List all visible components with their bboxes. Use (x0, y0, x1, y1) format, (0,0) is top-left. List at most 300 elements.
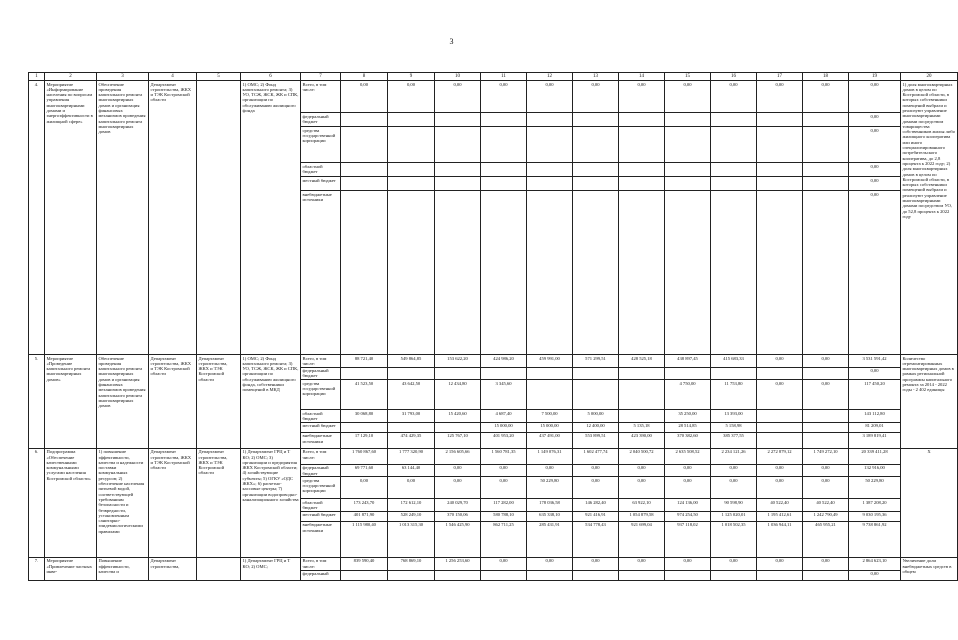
funding-value (619, 113, 665, 127)
funding-source: областной бюджет (301, 410, 341, 423)
funding-source: внебюджетные источники (301, 521, 341, 557)
funding-value: 553 899,51 (573, 432, 619, 448)
funding-value: 285 431,91 (527, 521, 573, 557)
funding-value: 1 560 781,35 (481, 448, 527, 464)
funding-value (341, 177, 388, 191)
funding-value (388, 570, 435, 580)
funding-value: 0,00 (757, 81, 803, 113)
funding-source: средства государственной корпорации (301, 127, 341, 163)
funding-value: 415 683,33 (711, 355, 757, 368)
funding-value: 580 788,10 (481, 511, 527, 521)
funding-value: 423 390,00 (619, 432, 665, 448)
funding-value: 862 711,25 (481, 521, 527, 557)
funding-source: областной бюджет (301, 163, 341, 177)
funding-value: 0,00 (757, 464, 803, 477)
responsible-executor: Департамент строительства, ЖКХ и ТЭК Костромской области (149, 355, 197, 449)
funding-value: 0,00 (573, 81, 619, 113)
funding-source: Всего, в том числе: (301, 448, 341, 464)
funding-value (527, 191, 573, 355)
funding-value: 1 256 253,60 (435, 557, 481, 570)
funding-value: 635 338,10 (527, 511, 573, 521)
row-number: 5. (29, 355, 45, 449)
funding-value: 465 955,21 (803, 521, 849, 557)
funding-value (388, 422, 435, 432)
column-number: 10 (435, 73, 481, 81)
funding-value: 1 749 272,10 (803, 448, 849, 464)
funding-value (757, 177, 803, 191)
funding-value: 370 150,06 (435, 511, 481, 521)
funding-value: 1 387 208,20 (849, 499, 901, 512)
funding-value (757, 113, 803, 127)
funding-value: 0,00 (849, 191, 901, 355)
participants: 1) ОМС; 2) Фонд капитального ремонта; 3) УО, ТСЖ, ЖСК, ЖК и СПК, организации по обслуживанию жилищного фонда, собственники помещений в МКД (241, 355, 301, 449)
funding-value: 0,00 (527, 557, 573, 570)
funding-source: Всего, в том числе: (301, 81, 341, 113)
funding-value: 0,00 (757, 380, 803, 410)
funding-value: 0,00 (665, 81, 711, 113)
funding-value: 173 243,70 (341, 499, 388, 512)
funding-value (757, 127, 803, 163)
funding-value: 9 738 861,92 (849, 521, 901, 557)
funding-value: 35 250,00 (665, 410, 711, 423)
funding-value: 3 531 591,42 (849, 355, 901, 368)
funding-source: Всего, в том числе: (301, 355, 341, 368)
funding-value (527, 367, 573, 380)
funding-value: 428 525,18 (619, 355, 665, 368)
column-number: 12 (527, 73, 573, 81)
funding-value: 12 400,00 (573, 422, 619, 432)
funding-source: местный бюджет (301, 511, 341, 521)
funding-value (573, 127, 619, 163)
funding-value (803, 570, 849, 580)
funding-value (435, 422, 481, 432)
co-executor (197, 81, 241, 355)
funding-value (665, 177, 711, 191)
column-number: 5 (197, 73, 241, 81)
funding-value: 437 491,00 (527, 432, 573, 448)
funding-value: 0,00 (711, 464, 757, 477)
funding-value: 370 382,60 (665, 432, 711, 448)
funding-value: 0,00 (849, 570, 901, 580)
funding-value (757, 191, 803, 355)
column-number: 20 (901, 73, 958, 81)
funding-value: 2 156 605,66 (435, 448, 481, 464)
funding-value: 5 135,18 (619, 422, 665, 432)
funding-source: областной бюджет (301, 499, 341, 512)
funding-value (665, 570, 711, 580)
funding-value (481, 570, 527, 580)
funding-value: 5 000,00 (573, 410, 619, 423)
funding-value: 9 030 195,36 (849, 511, 901, 521)
table-row (29, 355, 958, 368)
column-number: 13 (573, 73, 619, 81)
funding-value (573, 191, 619, 355)
funding-value (803, 163, 849, 177)
column-number: 17 (757, 73, 803, 81)
funding-value: 0,00 (665, 477, 711, 499)
funding-value: 0,00 (849, 81, 901, 113)
funding-value (573, 367, 619, 380)
funding-value: 1 149 076,31 (527, 448, 573, 464)
funding-value (711, 191, 757, 355)
funding-value (665, 367, 711, 380)
funding-value: 40 522,40 (803, 499, 849, 512)
event-name: Мероприятие «Проведение капитального ремонта многоквартирных домов» (45, 355, 97, 449)
funding-value: 1 054 879,58 (619, 511, 665, 521)
column-number: 14 (619, 73, 665, 81)
funding-value: 1 115 980,40 (341, 521, 388, 557)
funding-value: 117 450,20 (849, 380, 901, 410)
funding-value (573, 163, 619, 177)
row-number: 4. (29, 81, 45, 355)
funding-value: 401 871,90 (341, 511, 388, 521)
funding-value (388, 177, 435, 191)
funding-source: федеральный бюджет (301, 464, 341, 477)
funding-value: 12 434,80 (435, 380, 481, 410)
funding-value (757, 410, 803, 423)
participants: 1) Департамент ГРЦ и Т КО; 2) ОМС; 3) организации и предприятия ЖКХ Костромской области; 4) хозяйствующие субъекты; 5) ОГКУ «ОДС ЖКХ»; 6) расчетно-кассовые центры; 7) организации водопроводно-канализационного хозяйства (241, 448, 301, 557)
column-number: 8 (341, 73, 388, 81)
funding-value: 132 916,00 (849, 464, 901, 477)
funding-value (803, 127, 849, 163)
funding-value (757, 163, 803, 177)
funding-value: 459 991,00 (527, 355, 573, 368)
funding-value: 143 112,80 (849, 410, 901, 423)
funding-value (388, 191, 435, 355)
funding-value (711, 163, 757, 177)
funding-value: 146 282,40 (573, 499, 619, 512)
funding-value: 20 339 411,28 (849, 448, 901, 464)
funding-value: 5 158,98 (711, 422, 757, 432)
funding-value (481, 113, 527, 127)
funding-value: 0,00 (527, 81, 573, 113)
table-row (29, 557, 958, 570)
participants: 1) Департамент ГРЦ и Т КО; 2) ОМС; (241, 557, 301, 580)
funding-value: 768 869,10 (388, 557, 435, 570)
funding-value (481, 127, 527, 163)
column-number: 11 (481, 73, 527, 81)
funding-value (527, 380, 573, 410)
funding-source: средства государственной корпорации (301, 380, 341, 410)
funding-value: 424 986,20 (481, 355, 527, 368)
funding-value: 0,00 (803, 355, 849, 368)
funding-value: 81 209,01 (849, 422, 901, 432)
funding-value: 1 018 502,35 (711, 521, 757, 557)
funding-value: 0,00 (803, 557, 849, 570)
funding-value: 0,00 (757, 355, 803, 368)
funding-value: 153 622,20 (435, 355, 481, 368)
funding-value: 528 249,10 (388, 511, 435, 521)
funding-value (757, 367, 803, 380)
column-number: 19 (849, 73, 901, 81)
funding-value: 839 590,40 (341, 557, 388, 570)
funding-value: 0,00 (573, 464, 619, 477)
funding-value: 1 125 020,01 (711, 511, 757, 521)
funding-source: местный бюджет (301, 177, 341, 191)
funding-value: 0,00 (388, 477, 435, 499)
funding-value (619, 177, 665, 191)
funding-value: 125 767,10 (435, 432, 481, 448)
funding-value: 401 953,20 (481, 432, 527, 448)
funding-value (711, 127, 757, 163)
funding-value: 0,00 (481, 464, 527, 477)
co-executor: Департамент строительства, ЖКХ и ТЭК Костромской области (197, 355, 241, 449)
event-goal: Повышение эффективности, качества и (97, 557, 149, 580)
funding-value (711, 113, 757, 127)
funding-value: 15 420,60 (435, 410, 481, 423)
funding-value (711, 570, 757, 580)
funding-value: 69 771,60 (341, 464, 388, 477)
funding-value (527, 570, 573, 580)
funding-value: 7 500,00 (527, 410, 573, 423)
funding-value: 0,00 (711, 477, 757, 499)
funding-value: 117 282,00 (481, 499, 527, 512)
funding-value: 1 242 790,49 (803, 511, 849, 521)
funding-value (573, 113, 619, 127)
expected-result: Х (901, 448, 958, 557)
funding-value: 937 118,02 (665, 521, 711, 557)
funding-value (665, 113, 711, 127)
funding-value: 3 345,60 (481, 380, 527, 410)
funding-value: 0,00 (849, 127, 901, 163)
funding-value: 0,00 (619, 464, 665, 477)
funding-value: 0,00 (341, 477, 388, 499)
funding-value: 31 793,00 (388, 410, 435, 423)
funding-value: 0,00 (711, 557, 757, 570)
funding-value: 1 777 320,90 (388, 448, 435, 464)
funding-value: 0,00 (573, 477, 619, 499)
funding-value (341, 570, 388, 580)
responsible-executor: Департамент строительства, ЖКХ и ТЭК Костромской области (149, 448, 197, 557)
funding-value (619, 191, 665, 355)
funding-value: 0,00 (665, 464, 711, 477)
funding-value: 1 602 477,74 (573, 448, 619, 464)
funding-value: 2 272 879,12 (757, 448, 803, 464)
funding-value (341, 367, 388, 380)
funding-value: 0,00 (757, 557, 803, 570)
funding-value (619, 127, 665, 163)
funding-value (388, 127, 435, 163)
funding-value: 2 864 623,10 (849, 557, 901, 570)
funding-value: 2 234 121,26 (711, 448, 757, 464)
event-goal: Обеспечение проведения капитального ремонта многоквартирных домов и организация финансовых механизмов проведения капитального ремонта многоквартирных домов (97, 81, 149, 355)
funding-source: внебюджетные источники (301, 432, 341, 448)
funding-value: 88 721,40 (341, 355, 388, 368)
funding-value: 63 144,40 (388, 464, 435, 477)
funding-source: средства государственной корпорации (301, 477, 341, 499)
funding-value: 0,00 (803, 81, 849, 113)
event-name: Подпрограмма «Обеспечение качественными коммунальными услугами населения Костромской области» (45, 448, 97, 557)
funding-value (757, 422, 803, 432)
expected-result: Увеличение доли внебюджетных средств в общем (901, 557, 958, 580)
funding-value (388, 113, 435, 127)
event-goal: 1) повышение эффективности, качества и надежности поставки коммунальных ресурсов; 2) обеспечение населения питьевой водой, соответствующей требованиям безопасности и безвредности, установленным санитарно-эпидемиологическими правилами (97, 448, 149, 557)
funding-value (803, 113, 849, 127)
funding-value (527, 163, 573, 177)
funding-value: 0,00 (619, 81, 665, 113)
column-number: 3 (97, 73, 149, 81)
funding-value: 17 129,10 (341, 432, 388, 448)
funding-value (388, 367, 435, 380)
funding-value: 0,00 (619, 557, 665, 570)
funding-value: 0,00 (435, 81, 481, 113)
funding-value: 0,00 (757, 477, 803, 499)
funding-value (435, 113, 481, 127)
funding-value (435, 570, 481, 580)
funding-value: 534 778,43 (573, 521, 619, 557)
funding-value: 0,00 (527, 464, 573, 477)
funding-value (527, 127, 573, 163)
event-name: Мероприятие «Привлечение частных инве- (45, 557, 97, 580)
event-goal: Обеспечение проведения капитального ремонта многоквартирных домов и организация финансовых механизмов проведения капитального ремонта многоквартирных домов (97, 355, 149, 449)
funding-value (619, 367, 665, 380)
funding-source: федеральный бюджет (301, 113, 341, 127)
funding-value (341, 127, 388, 163)
funding-value: 50 229,80 (527, 477, 573, 499)
funding-value: 974 254,50 (665, 511, 711, 521)
page-number: 3 (449, 37, 454, 46)
funding-value: 0,00 (481, 477, 527, 499)
responsible-executor: Департамент строительства, (149, 557, 197, 580)
funding-value (803, 367, 849, 380)
funding-source: внебюджетные источники (301, 191, 341, 355)
funding-value (481, 163, 527, 177)
funding-source: федеральный (301, 570, 341, 580)
funding-source: местный бюджет (301, 422, 341, 432)
column-number: 18 (803, 73, 849, 81)
funding-value: 0,00 (388, 81, 435, 113)
funding-value (435, 191, 481, 355)
funding-value: 0,00 (803, 477, 849, 499)
funding-value: 0,00 (803, 380, 849, 410)
funding-value (435, 367, 481, 380)
funding-value (341, 422, 388, 432)
funding-value (711, 367, 757, 380)
funding-value (435, 127, 481, 163)
funding-value: 30 068,80 (341, 410, 388, 423)
funding-value: 1 013 315,30 (388, 521, 435, 557)
column-number: 2 (45, 73, 97, 81)
funding-value (527, 113, 573, 127)
funding-source: федеральный бюджет (301, 367, 341, 380)
funding-value (573, 177, 619, 191)
funding-value: 4 750,00 (665, 380, 711, 410)
funding-value: 0,00 (619, 477, 665, 499)
funding-value: 0,00 (341, 81, 388, 113)
funding-value: 40 522,40 (757, 499, 803, 512)
funding-value (803, 432, 849, 448)
funding-value: 240 029,70 (435, 499, 481, 512)
funding-value (665, 191, 711, 355)
funding-value: 0,00 (665, 557, 711, 570)
funding-value (757, 570, 803, 580)
funding-value: 28 514,85 (665, 422, 711, 432)
funding-value: 50 229,80 (849, 477, 901, 499)
funding-value: 1 195 412,61 (757, 511, 803, 521)
funding-value (388, 163, 435, 177)
funding-value: 0,00 (435, 477, 481, 499)
funding-value: 0,00 (481, 81, 527, 113)
funding-value (435, 177, 481, 191)
funding-value: 571 299,51 (573, 355, 619, 368)
funding-value: 63 922,10 (619, 499, 665, 512)
funding-value: 0,00 (803, 464, 849, 477)
funding-value: 2 040 500,72 (619, 448, 665, 464)
funding-value: 4 687,40 (481, 410, 527, 423)
column-number: 9 (388, 73, 435, 81)
funding-value (803, 177, 849, 191)
funding-value: 15 000,00 (527, 422, 573, 432)
funding-value: 3 189 819,41 (849, 432, 901, 448)
column-number: 6 (241, 73, 301, 81)
event-name: Мероприятие «Информирование населения по вопросам управления многоквартирными домами и энергоэффективности в жилищной сфере» (45, 81, 97, 355)
funding-value: 15 000,00 (481, 422, 527, 432)
expected-result: 1) доля многоквартирных домов в целом по Костромской области, в которых собственники помещений выбрали и реализуют управление многоквартирными домами посредством товарищества собственников жилья либо жилищного кооператива или иного специализированного потребительского кооператива, до 2,8 процента к 2022 году; 2) доля многоквартирных домов в целом по Костромской области, в которых собственники помещений выбрали и реализуют управление многоквартирными домами посредством УО, до 52,8 процента к 2022 году (901, 81, 958, 355)
funding-value (341, 191, 388, 355)
funding-value (803, 410, 849, 423)
funding-value (619, 380, 665, 410)
funding-value: 13 393,00 (711, 410, 757, 423)
column-number: 1 (29, 73, 45, 81)
funding-value (665, 163, 711, 177)
funding-value: 0,00 (481, 557, 527, 570)
funding-value (527, 177, 573, 191)
column-number: 15 (665, 73, 711, 81)
funding-value (573, 570, 619, 580)
participants: 1) ОМС; 2) Фонд капитального ремонта; 3) УО, ТСЖ, ЖСК, ЖК и СПК, организации по обслуживанию жилищного фонда (241, 81, 301, 355)
funding-value (803, 191, 849, 355)
funding-value (803, 422, 849, 432)
funding-value (341, 163, 388, 177)
funding-value (435, 163, 481, 177)
funding-value (619, 570, 665, 580)
column-number: 7 (301, 73, 341, 81)
funding-value: 1 546 425,90 (435, 521, 481, 557)
funding-value: 1 760 867,60 (341, 448, 388, 464)
funding-value: 11 753,80 (711, 380, 757, 410)
row-number: 6. (29, 448, 45, 557)
funding-value: 172 612,10 (388, 499, 435, 512)
table-row (29, 81, 958, 113)
expected-result: Количество отремонтированных многоквартирных домов в рамках региональной программы капитального ремонта за 2014 - 2022 годы - 2 402 единицы (901, 355, 958, 449)
funding-value: 124 136,00 (665, 499, 711, 512)
program-table (28, 72, 958, 581)
funding-value: 1 036 944,11 (757, 521, 803, 557)
funding-value (757, 432, 803, 448)
funding-value: 41 523,50 (341, 380, 388, 410)
column-number: 16 (711, 73, 757, 81)
funding-value: 0,00 (849, 367, 901, 380)
co-executor (197, 557, 241, 580)
funding-value: 921 416,91 (573, 511, 619, 521)
funding-value: 2 635 508,52 (665, 448, 711, 464)
funding-value (481, 191, 527, 355)
funding-value: 921 699,04 (619, 521, 665, 557)
column-number: 4 (149, 73, 197, 81)
funding-value: 178 036,58 (527, 499, 573, 512)
funding-source: Всего, в том числе: (301, 557, 341, 570)
funding-value (481, 177, 527, 191)
funding-value: 0,00 (849, 177, 901, 191)
responsible-executor: Департамент строительства, ЖКХ и ТЭК Костромской области (149, 81, 197, 355)
funding-value: 0,00 (711, 81, 757, 113)
funding-value: 0,00 (573, 557, 619, 570)
funding-value (573, 380, 619, 410)
funding-value: 385 377,55 (711, 432, 757, 448)
funding-value: 90 598,90 (711, 499, 757, 512)
row-number: 7. (29, 557, 45, 580)
table-row (29, 448, 958, 464)
